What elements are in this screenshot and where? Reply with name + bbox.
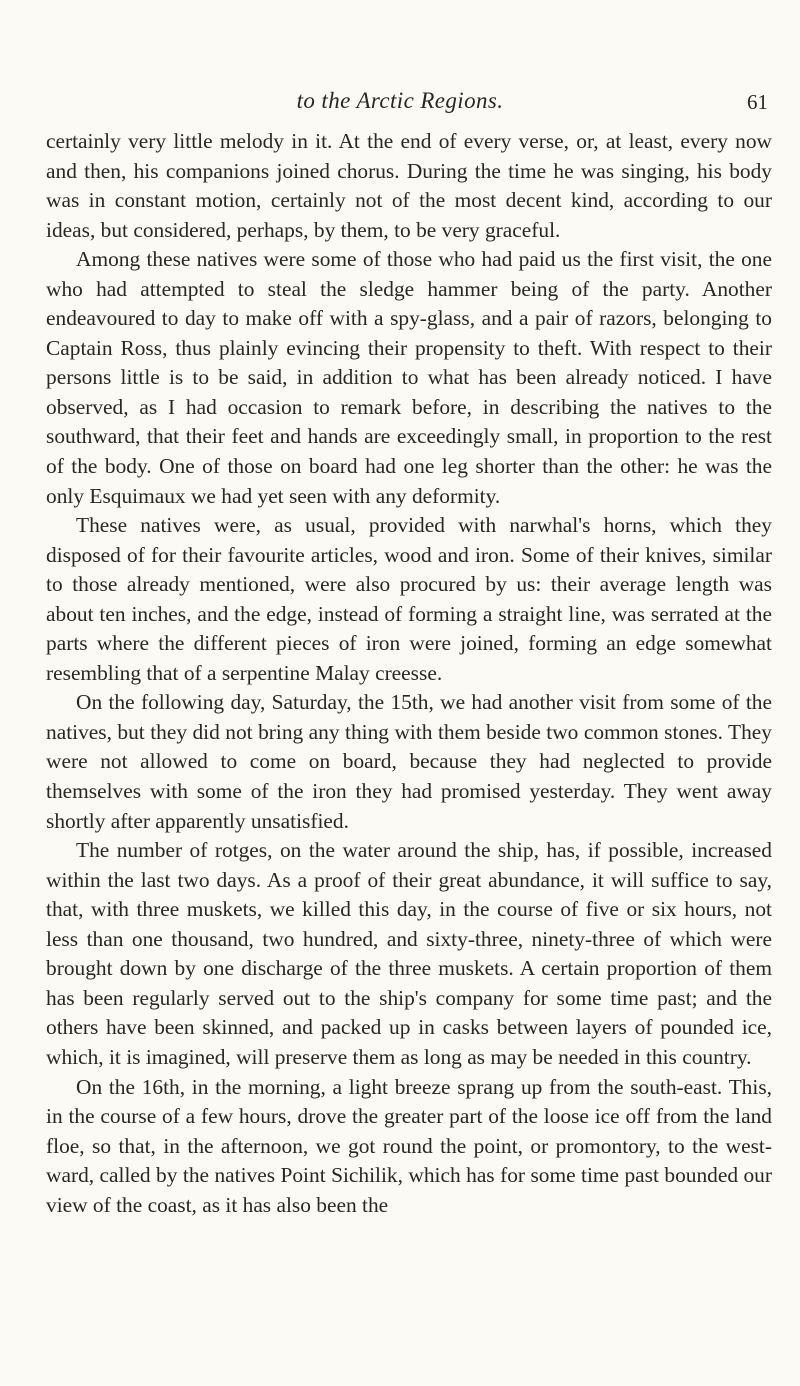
body-text xyxy=(46,127,772,1220)
paragraph-2: Among these natives were some of those who had paid us the first visit, the one who had attempted to steal the sledge hammer being of the party. Another endeavoured to day to make off with a spy-glass, and a pair of razors, belonging to Captain Ross, thus plainly evincing their propensity to theft. With respect to their persons little is to be said, in addition to what has been already noticed. I have observed, as I had occasion to remark before, in describing the natives to the southward, that their feet and hands are exceedingly small, in proportion to the rest of the body. One of those on board had one leg shorter than the other: he was the only Esquimaux we had yet seen with any deformity. xyxy=(46,247,772,508)
running-head xyxy=(0,88,800,118)
paragraph-4: On the following day, Saturday, the 15th, we had another visit from some of the natives, but they did not bring any thing with them beside two common stones. They were not allowed to come on board, because they had neglected to provide themselves with some of the iron they had promised yesterday. They went away shortly after apparently unsatisfied. xyxy=(46,690,772,833)
paragraph-1: certainly very little melody in it. At the end of every verse, or, at least, every now and then, his companions joined chorus. During the time he was singing, his body was in constant motion, certainly not of the most decent kind, according to our ideas, but considered, perhaps, by them, to be very graceful. xyxy=(46,129,772,242)
running-title: to the Arctic Regions. xyxy=(296,88,504,113)
paragraph-5: The number of rotges, on the water around the ship, has, if possible, increased within the last two days. As a proof of their great abundance, it will suffice to say, that, with three muskets, we killed this day, in the course of five or six hours, not less than one thousand, two hundred, and sixty-three, ninety-three of which were brought down by one discharge of the three muskets. A certain proportion of them has been regularly served out to the ship's company for some time past; and the others have been skinned, and packed up in casks between layers of pounded ice, which, it is imagined, will preserve them as long as may be needed in this country. xyxy=(46,838,772,1069)
paragraph-6: On the 16th, in the morning, a light breeze sprang up from the south-east. This, in the course of a few hours, drove the greater part of the loose ice off from the land floe, so that, in the afternoon, we got round the point, or promontory, to the west-ward, called by the natives Point Sichilik, which has for some time past bounded our view of the coast, as it has also been the xyxy=(46,1074,772,1217)
paragraph-3: These natives were, as usual, provided with narwhal's horns, which they disposed of for their favourite articles, wood and iron. Some of their knives, similar to those already mentioned, were also procured by us: their average length was about ten inches, and the edge, instead of forming a straight line, was serrated at the parts where the different pieces of iron were joined, forming an edge somewhat resembling that of a serpentine Malay creesse. xyxy=(46,513,772,685)
page-number: 61 xyxy=(747,90,768,114)
